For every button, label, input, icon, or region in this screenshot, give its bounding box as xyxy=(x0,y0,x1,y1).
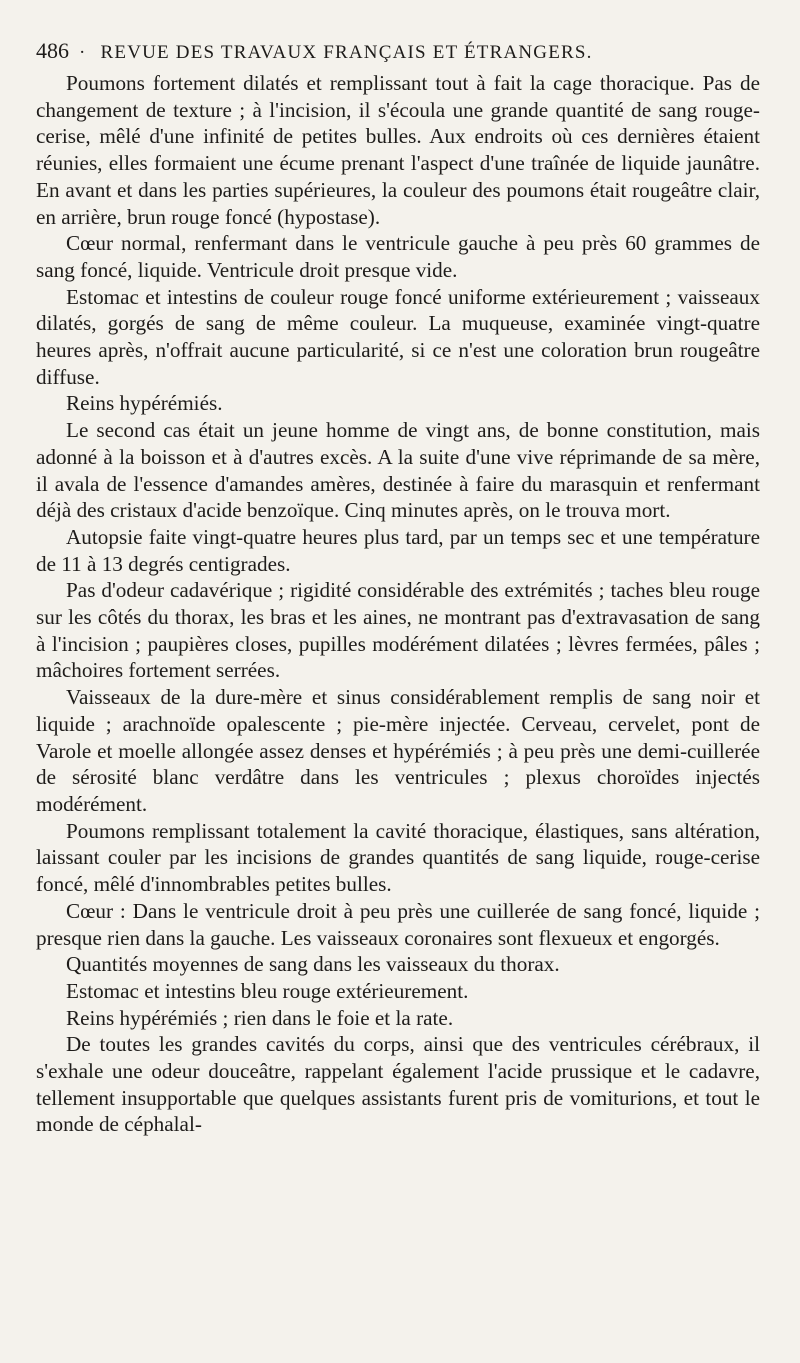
running-header xyxy=(36,38,760,64)
page-number: 486 xyxy=(36,38,69,63)
paragraph: Vaisseaux de la dure-mère et sinus considérablement remplis de sang noir et liquide ; arachnoïde opalescente ; pie-mère injectée. Cerveau, cervelet, pont de Varole et moelle allongée assez denses et hypérémiés ; à peu près une demi-cuillerée de sérosité blanc verdâtre dans les ventricules ; plexus choroïdes injectés modérément. xyxy=(36,685,760,816)
paragraph: Poumons remplissant totalement la cavité thoracique, élastiques, sans altération, laissant couler par les incisions de grandes quantités de sang liquide, rouge-cerise foncé, mêlé d'innombrables petites bulles. xyxy=(36,818,760,897)
header-separator: · xyxy=(79,42,87,63)
paragraph: Estomac et intestins bleu rouge extérieurement. xyxy=(66,978,469,1003)
paragraph: Estomac et intestins de couleur rouge foncé uniforme extérieurement ; vaisseaux dilatés, gorgés de sang de même couleur. La muqueuse, examinée vingt-quatre heures après, n'offrait aucune particularité, si ce n'est une coloration brun rougeâtre diffuse. xyxy=(36,284,760,389)
paragraph: Le second cas était un jeune homme de vingt ans, de bonne constitution, mais adonné à la boisson et à d'autres excès. A la suite d'une vive réprimande de sa mère, il avala de l'essence d'amandes amères, destinée à faire du marasquin et renfermant déjà des cristaux d'acide benzoïque. Cinq minutes après, on le trouva mort. xyxy=(36,418,760,523)
paragraph: Cœur : Dans le ventricule droit à peu près une cuillerée de sang foncé, liquide ; presque rien dans la gauche. Les vaisseaux coronaires sont flexueux et engorgés. xyxy=(36,898,760,950)
paragraph: Poumons fortement dilatés et remplissant tout à fait la cage thoracique. Pas de changement de texture ; à l'incision, il s'écoula une grande quantité de sang rouge-cerise, mêlé d'une infinité de petites bulles. Aux endroits où ces dernières étaient réunies, elles formaient une écume prenant l'aspect d'une traînée de liquide jaunâtre. En avant et dans les parties supérieures, la couleur des poumons était rougeâtre clair, en arrière, brun rouge foncé (hypostase). xyxy=(36,71,760,229)
paragraph: Reins hypérémiés ; rien dans le foie et la rate. xyxy=(66,1005,454,1030)
paragraph: Reins hypérémiés. xyxy=(66,391,223,416)
paragraph: Pas d'odeur cadavérique ; rigidité considérable des extrémités ; taches bleu rouge sur les côtés du thorax, les bras et les aines, ne montrant pas d'extravasation de sang à l'incision ; paupières closes, pupilles modérément dilatées ; lèvres fermées, pâles ; mâchoires fortement serrées. xyxy=(36,578,760,683)
running-title: REVUE DES TRAVAUX FRANÇAIS ET ÉTRANGERS. xyxy=(100,42,593,63)
paragraph: Cœur normal, renfermant dans le ventricule gauche à peu près 60 grammes de sang foncé, liquide. Ventricule droit presque vide. xyxy=(36,231,760,282)
paragraph: Autopsie faite vingt-quatre heures plus tard, par un temps sec et une température de 11 à 13 degrés centigrades. xyxy=(36,524,760,576)
paragraph: De toutes les grandes cavités du corps, ainsi que des ventricules cérébraux, il s'exhale une odeur douceâtre, rappelant également l'acide prussique et le cadavre, tellement insupportable que quelques assistants furent pris de vomiturions, et tout le monde de céphalal- xyxy=(36,1032,760,1137)
paragraph: Quantités moyennes de sang dans les vaisseaux du thorax. xyxy=(66,952,560,977)
body-text xyxy=(36,70,760,1138)
